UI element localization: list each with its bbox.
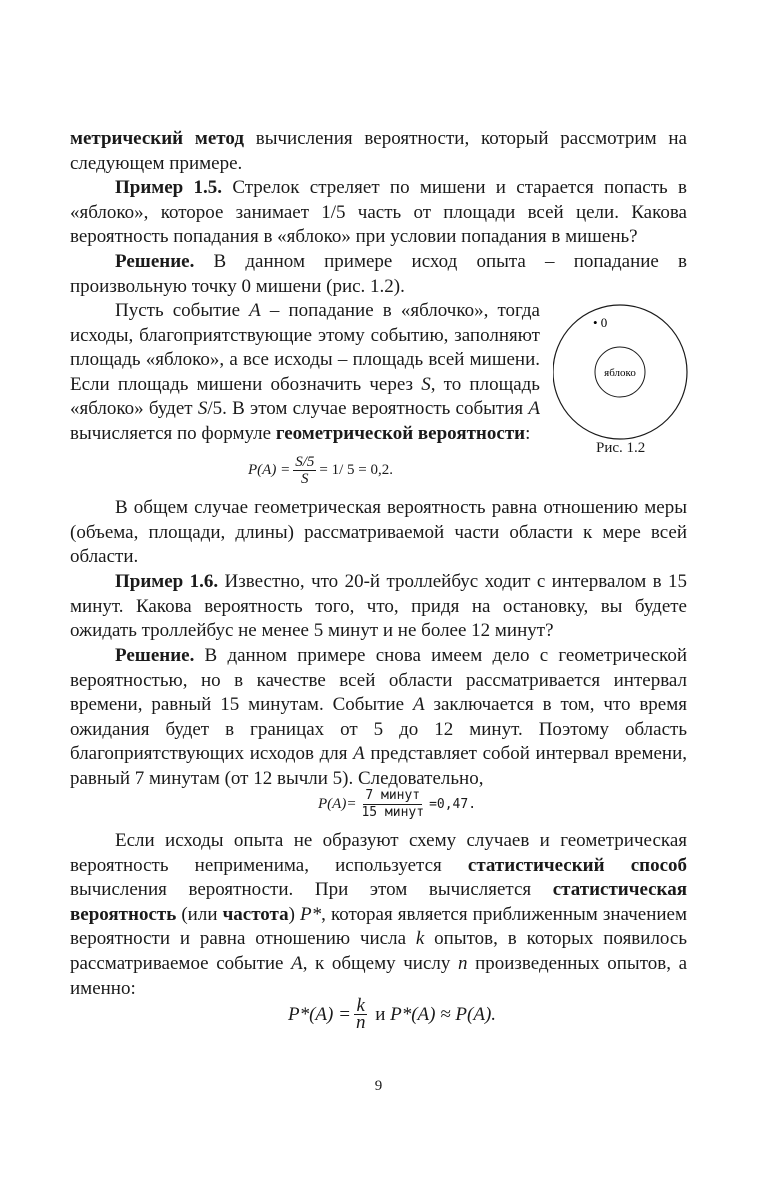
formula-trolleybus: P(A)= $\frac{\text{7 минут}}{\text{15 минут}}$ =0,47. <box>318 788 477 820</box>
example-1-6: Пример 1.6. Известно, что 20-й троллейбус ходит с интервалом в 15 минут. Какова вероятность того, что, придя на остановку, вы будете ожидать троллейбус не менее 5 минут и не более 12 минут? <box>70 571 687 642</box>
point-label: • 0 <box>593 315 608 330</box>
solution-1-6: Решение. В данном примере снова имеем дело с геометрической вероятностью, но в качестве всей области рассматривается интервал времени, равный 15 минутам. Событие A заключается в том, что время ожидания будет в границах от 5 до 12 минут. Поэтому область благоприятствующих исходов для A представляет собой интервал времени, равный 7 минутам (от 12 вычли 5). Следовательно, <box>70 645 687 789</box>
example-label: Пример 1.5. <box>115 177 223 198</box>
term-statistical-probability: статистическая вероятность <box>70 879 687 925</box>
solution-1-5: Решение. В данном примере исход опыта – попадание в произвольную точку 0 мишени (рис. 1.2). <box>70 251 687 297</box>
term-geometric-probability: геометрической вероятности <box>275 422 526 444</box>
term-frequency: частота <box>222 903 289 925</box>
paragraph-intro: метрический метод вычисления вероятности, который рассмотрим на следующем примере. <box>70 128 687 174</box>
formula-statistical: P*(A) = $\frac{k}{n}$ и P*(A) ≈ P(A). <box>288 995 497 1033</box>
figure-caption: Рис. 1.2 <box>596 440 646 456</box>
apple-label: яблоко <box>604 367 636 379</box>
example-1-5: Пример 1.5. Стрелок стреляет по мишени и старается попасть в «яблоко», которое занимает 1/5 часть от площади всей цели. Какова вероятность попадания в «яблоко» при условии попадания в мишень? <box>70 177 687 248</box>
solution-label: Решение. <box>115 645 195 666</box>
paragraph-statistical: Если исходы опыта не образуют схему случаев и геометрическая вероятность неприменима, используется статистический способ вычисления вероятности. При этом вычисляется статистическая вероятность (или частота) P*, которая является приближенным значением вероятности и равна отношению числа k опытов, в которых появилось рассматриваемое событие A, к общему числу n произведенных опытов, а именно: <box>70 830 688 999</box>
page <box>70 0 687 1182</box>
page-number: 9 <box>374 1078 383 1094</box>
formula-geometric: P(A) = $\frac{S/5}{S}$ = 1/ 5 = 0,2. <box>248 454 393 487</box>
paragraph-general: В общем случае геометрическая вероятность равна отношению меры (объема, площади, длины) рассматриваемой части области к мере всей области. <box>70 497 687 568</box>
solution-label: Решение. <box>115 251 195 272</box>
term-statistical-method: статистический способ <box>467 854 688 876</box>
term-geometric-method: метрический метод <box>70 128 244 149</box>
paragraph-event-a: Пусть событие A – попадание в «яблочко», тогда исходы, благоприятствующие этому событию, заполняют площадь «яблоко», а все исходы – площадь всей мишени. Если площадь мишени обозначить через S, то площадь «яблоко» будет S/5. В этом случае вероятность события A вычисляется по формуле геометрической вероятности: <box>70 300 540 444</box>
example-label: Пример 1.6. <box>115 571 219 592</box>
